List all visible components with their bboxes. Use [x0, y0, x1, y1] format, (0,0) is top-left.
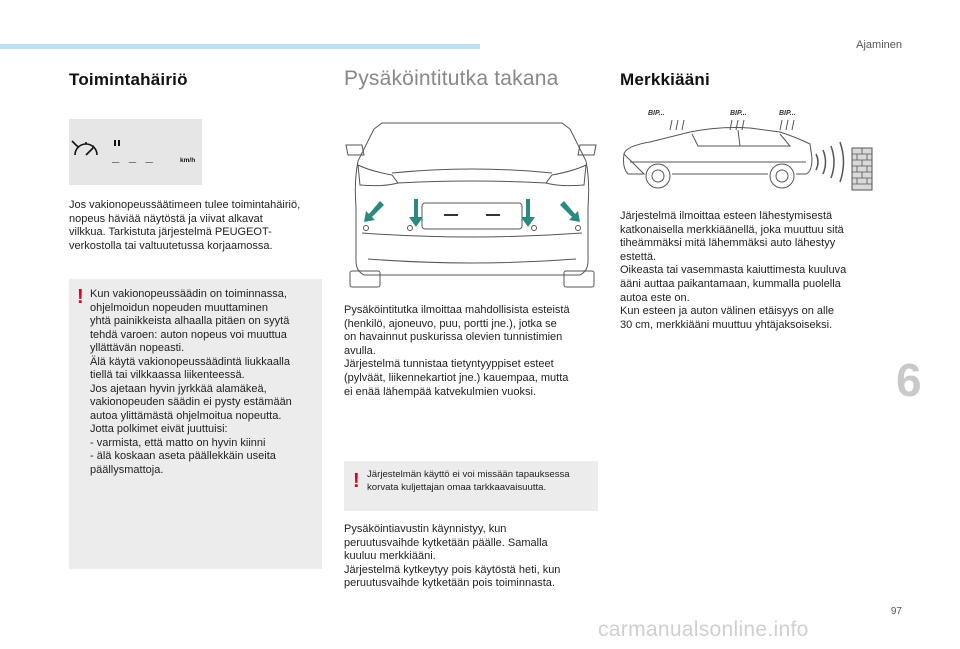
- parking-activation-text: Pysäköintiavustin käynnistyy, kun peruutusvaihde kytketään päälle. Samalla kuuluu merkkiääni. Järjestelmä kytkeytyy pois käytöstä heti, kun peruutusvaihde kytketään pois toiminnasta.: [344, 523, 561, 590]
- heading-rear-parking-sensors: Pysäköintitutka takana: [344, 67, 559, 90]
- car-rear-illustration: [344, 121, 598, 289]
- watermark: carmanualsonline.info: [598, 618, 809, 641]
- page-number: 97: [890, 606, 902, 617]
- dashboard-display: [69, 119, 202, 185]
- beep-text: Järjestelmä ilmoittaa esteen lähestymisestä katkonaisella merkkiäänellä, joka muuttuu sitä tiheämmäksi mitä lähemmäksi auto lähestyy estettä. Oikeasta tai vasemmasta kaiuttimesta kuuluva ääni auttaa paikantamaan, kummalla puolella autoa este on. Kun esteen ja auton välinen etäisyys on alle 30 cm, merkkiääni muuttuu yhtäjaksoiseksi.: [620, 210, 847, 331]
- malfunction-text: Jos vakionopeussäätimeen tulee toimintahäiriö, nopeus häviää näytöstä ja viivat alkavat vilkkua. Tarkistuta järjestelmä PEUGEOT- verkostolla tai valtuutetussa korjaamossa.: [69, 199, 301, 252]
- beep-label: BIP...: [730, 110, 747, 117]
- warning-mark: !: [353, 470, 360, 492]
- warning-text-parking: Järjestelmän käyttö ei voi missään tapauksessa korvata kuljettajan omaa tarkkaavaisuutta.: [367, 469, 570, 493]
- car-side-illustration: [620, 118, 875, 192]
- heading-beep: Merkkiääni: [620, 70, 710, 89]
- chapter-title: Ajaminen: [856, 39, 902, 51]
- dash-placeholder: _ _ _: [112, 149, 156, 164]
- warning-mark: !: [77, 286, 84, 308]
- warning-text-cruise: Kun vakionopeussäädin on toiminnassa, ohjelmoidun nopeuden muuttaminen yhtä painikkeista alhaalla pitäen on syytä tehdä varoen: auton nopeus voi muuttua yllättävän nopeasti. Älä käytä vakionopeussäädintä liukkaalla tiellä tai vilkkaassa liikenteessä. Jos ajetaan hyvin jyrkkää alamäkeä, vakionopeuden säädin ei pysty estämään autoa ylittämästä ohjelmoitua nopeutta. Jotta polkimet eivät juuttuisi: - varmista, että matto on hyvin kiinni - älä koskaan aseta päällekkäin useita päällysmattoja.: [90, 288, 292, 476]
- beep-label: BIP...: [648, 110, 665, 117]
- warning-box-cruise: [69, 279, 322, 569]
- heading-malfunction: Toimintahäiriö: [69, 70, 188, 89]
- dash-unit: km/h: [180, 157, 196, 164]
- warning-box-parking: [344, 461, 598, 511]
- header-accent-bar: [0, 44, 480, 49]
- parking-sensor-text: Pysäköintitutka ilmoittaa mahdollisista esteistä (henkilö, ajoneuvo, puu, portti jne.), jotka se on havainnut puskurissa olevien tunnistimien avulla. Järjestelmä tunnistaa tietyntyyppiset esteet (pylväät, liikennekartiot jne.) kauempaa, mutta ei enää lähempää katvekulmien vuoksi.: [344, 304, 570, 398]
- beep-label: BIP...: [779, 110, 796, 117]
- chapter-number: 6: [896, 354, 922, 406]
